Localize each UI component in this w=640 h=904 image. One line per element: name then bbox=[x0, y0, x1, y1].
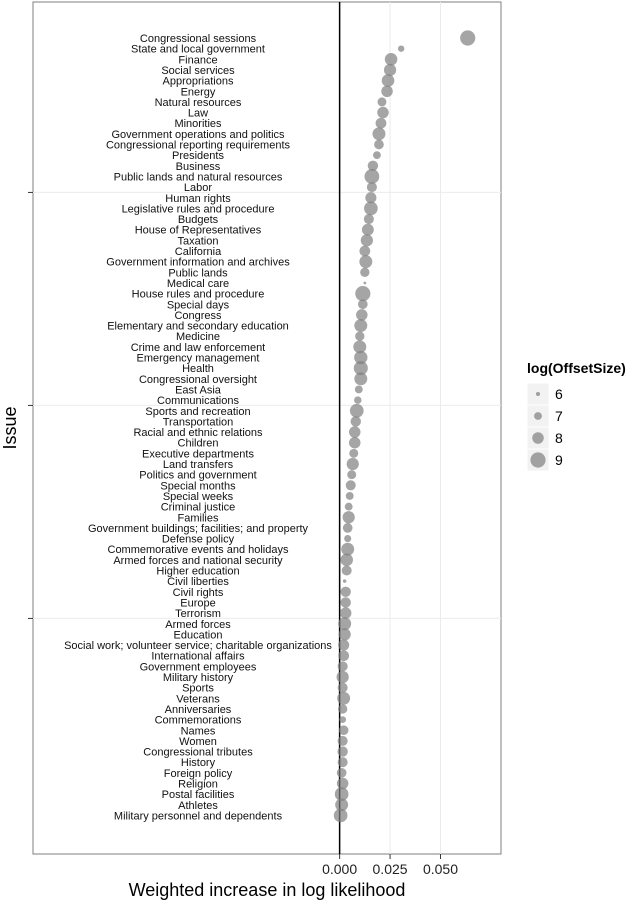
data-point bbox=[351, 416, 361, 426]
data-point bbox=[349, 426, 361, 438]
issue-label: Civil liberties bbox=[167, 576, 229, 589]
issue-label: Special months bbox=[160, 480, 236, 493]
issue-label: Criminal justice bbox=[160, 501, 236, 514]
data-point bbox=[343, 523, 353, 533]
data-point bbox=[398, 45, 404, 51]
legend-key-point bbox=[534, 412, 542, 420]
issue-label: Appropriations bbox=[162, 75, 234, 88]
issue-label: Legislative rules and procedure bbox=[121, 203, 275, 216]
data-point bbox=[344, 535, 351, 542]
issue-label: Names bbox=[180, 725, 216, 738]
issue-label: Commemorations bbox=[154, 714, 242, 727]
issue-label: Government buildings; facilities; and property bbox=[87, 522, 309, 535]
data-point bbox=[349, 449, 358, 458]
legend-label: 7 bbox=[555, 408, 563, 424]
data-point bbox=[460, 30, 475, 45]
data-point bbox=[338, 661, 348, 671]
x-tick-label: 0.025 bbox=[372, 861, 408, 877]
data-point bbox=[363, 282, 366, 285]
data-point bbox=[354, 319, 367, 332]
data-point bbox=[361, 234, 373, 246]
x-tick-label: 0.000 bbox=[322, 861, 358, 877]
data-point bbox=[374, 140, 384, 150]
data-point bbox=[384, 64, 396, 76]
data-point bbox=[350, 404, 364, 418]
data-point bbox=[338, 683, 348, 693]
issue-label: Presidents bbox=[172, 150, 224, 163]
issue-label: History bbox=[180, 757, 216, 770]
issue-label: East Asia bbox=[175, 384, 221, 397]
x-axis-title: Weighted increase in log likelihood bbox=[128, 880, 406, 900]
issue-label: Racial and ethnic relations bbox=[133, 427, 263, 440]
issue-label: Social work; volunteer service; charitable organizations bbox=[64, 640, 332, 653]
data-point bbox=[337, 671, 349, 683]
issue-label: Veterans bbox=[176, 693, 220, 706]
data-point bbox=[337, 692, 350, 705]
data-point bbox=[347, 458, 359, 470]
issue-label: Public lands bbox=[168, 267, 228, 280]
legend-title: log(OffsetSize) bbox=[527, 360, 626, 376]
issue-label: Communications bbox=[157, 395, 239, 408]
data-point bbox=[334, 809, 348, 823]
data-point bbox=[358, 299, 368, 309]
issue-label: Anniversaries bbox=[164, 703, 232, 716]
data-point bbox=[376, 118, 387, 129]
issue-label: Labor bbox=[183, 182, 213, 195]
issue-label: Congressional reporting requirements bbox=[105, 139, 291, 152]
issue-label: Finance bbox=[178, 54, 218, 67]
issue-label: Terrorism bbox=[175, 608, 221, 621]
data-point bbox=[338, 704, 347, 713]
data-point bbox=[342, 565, 352, 575]
data-point bbox=[346, 480, 356, 490]
data-point bbox=[365, 169, 380, 184]
issue-label: Public lands and natural resources bbox=[113, 171, 283, 184]
issue-label: Sports bbox=[182, 682, 214, 695]
issue-label: Postal facilities bbox=[161, 789, 235, 802]
data-point bbox=[339, 716, 346, 723]
issue-label: Armed forces and national security bbox=[113, 554, 283, 567]
issue-label: Medicine bbox=[175, 331, 221, 344]
issue-label: Transportation bbox=[162, 416, 234, 429]
issue-label: Taxation bbox=[177, 235, 219, 248]
issue-label: Politics and government bbox=[139, 469, 257, 482]
issue-label: Sports and recreation bbox=[145, 405, 251, 418]
data-point bbox=[373, 151, 381, 159]
data-point bbox=[339, 628, 351, 640]
data-point bbox=[338, 650, 349, 661]
issue-label: Armed forces bbox=[165, 618, 231, 631]
data-point bbox=[347, 470, 356, 479]
data-point bbox=[372, 127, 385, 140]
issue-label: House rules and procedure bbox=[131, 288, 265, 301]
issue-label: Congressional sessions bbox=[139, 33, 257, 45]
legend-key-point bbox=[536, 392, 540, 396]
legend-label: 6 bbox=[555, 386, 563, 402]
data-point bbox=[367, 182, 377, 192]
issue-label: Military history bbox=[162, 672, 234, 684]
data-point bbox=[340, 554, 353, 567]
data-point bbox=[343, 511, 355, 523]
data-point bbox=[359, 246, 370, 257]
data-point bbox=[343, 579, 346, 582]
data-point bbox=[381, 86, 393, 98]
issue-label: Social services bbox=[161, 64, 235, 77]
data-point bbox=[346, 492, 354, 500]
data-point bbox=[364, 202, 378, 216]
issue-label: House of Representatives bbox=[134, 224, 262, 237]
issue-label: Law bbox=[187, 107, 209, 120]
data-point bbox=[359, 255, 372, 268]
x-tick-labels bbox=[322, 861, 458, 877]
issue-label: Minorities bbox=[174, 118, 222, 131]
issue-label: Europe bbox=[180, 597, 216, 610]
issue-label: Civil rights bbox=[172, 586, 224, 599]
data-point bbox=[337, 746, 347, 756]
data-point bbox=[354, 372, 367, 385]
issue-label: Athletes bbox=[178, 799, 218, 812]
issue-label: Families bbox=[177, 512, 219, 525]
data-point bbox=[378, 97, 387, 106]
issue-label: Commemorative events and holidays bbox=[107, 544, 289, 557]
issue-label: Natural resources bbox=[154, 96, 242, 109]
data-point bbox=[337, 768, 347, 778]
data-point bbox=[355, 286, 370, 301]
issue-label: Human rights bbox=[165, 192, 231, 205]
issue-label: Military personnel and dependents bbox=[113, 810, 283, 823]
issue-label: Congressional tributes bbox=[143, 746, 253, 759]
data-point bbox=[338, 736, 348, 746]
legend-key-point bbox=[530, 452, 545, 467]
issue-label: Special weeks bbox=[162, 490, 234, 503]
issue-label: Education bbox=[173, 629, 223, 642]
issue-label: Health bbox=[182, 363, 214, 376]
data-point bbox=[338, 757, 348, 767]
data-point bbox=[340, 607, 352, 619]
data-point bbox=[382, 74, 395, 87]
issue-label: Foreign policy bbox=[163, 767, 233, 780]
issue-label: Religion bbox=[178, 778, 218, 791]
legend-label: 8 bbox=[555, 430, 563, 446]
issue-label: Medical care bbox=[166, 277, 230, 290]
issue-label: Government employees bbox=[139, 661, 257, 674]
data-point bbox=[362, 224, 374, 236]
data-point bbox=[340, 597, 350, 607]
data-point bbox=[354, 396, 361, 403]
issue-label: Women bbox=[179, 735, 217, 748]
data-point bbox=[364, 214, 374, 224]
y-axis-title: Issue bbox=[0, 406, 20, 450]
issue-label: State and local government bbox=[131, 43, 265, 56]
x-tick-label: 0.050 bbox=[422, 861, 459, 877]
issue-label: Higher education bbox=[156, 565, 240, 578]
issue-label: Energy bbox=[180, 86, 216, 99]
legend-label: 9 bbox=[555, 452, 563, 468]
issue-label: Congressional oversight bbox=[138, 373, 258, 386]
issue-label: California bbox=[174, 246, 222, 258]
data-point bbox=[345, 503, 353, 511]
issue-label: Government operations and politics bbox=[111, 128, 285, 141]
issue-label: Crime and law enforcement bbox=[130, 341, 266, 354]
data-point bbox=[338, 639, 349, 650]
legend-key-point bbox=[532, 432, 544, 444]
data-point bbox=[340, 587, 350, 597]
issue-label: Defense policy bbox=[161, 533, 235, 546]
issue-label: Executive departments bbox=[142, 448, 254, 461]
legend-keys bbox=[527, 383, 563, 471]
data-point bbox=[360, 268, 369, 277]
issue-label: Emergency management bbox=[136, 352, 260, 365]
data-point bbox=[355, 332, 364, 341]
data-point bbox=[339, 725, 349, 735]
issue-label: Government information and archives bbox=[106, 256, 290, 269]
data-point bbox=[356, 309, 368, 321]
data-point bbox=[385, 53, 398, 66]
legend bbox=[527, 360, 626, 471]
issue-label: International affairs bbox=[151, 650, 245, 663]
data-point bbox=[349, 437, 361, 449]
issue-label: Business bbox=[175, 160, 221, 173]
issue-label: Congress bbox=[174, 309, 222, 322]
data-point bbox=[355, 386, 363, 394]
data-point bbox=[377, 107, 389, 119]
issue-label: Budgets bbox=[177, 214, 219, 227]
issue-label: Elementary and secondary education bbox=[107, 320, 289, 333]
issue-label: Land transfers bbox=[162, 459, 234, 471]
issue-label: Children bbox=[177, 437, 219, 450]
data-point bbox=[338, 617, 351, 630]
issue-label: Special days bbox=[166, 299, 230, 312]
